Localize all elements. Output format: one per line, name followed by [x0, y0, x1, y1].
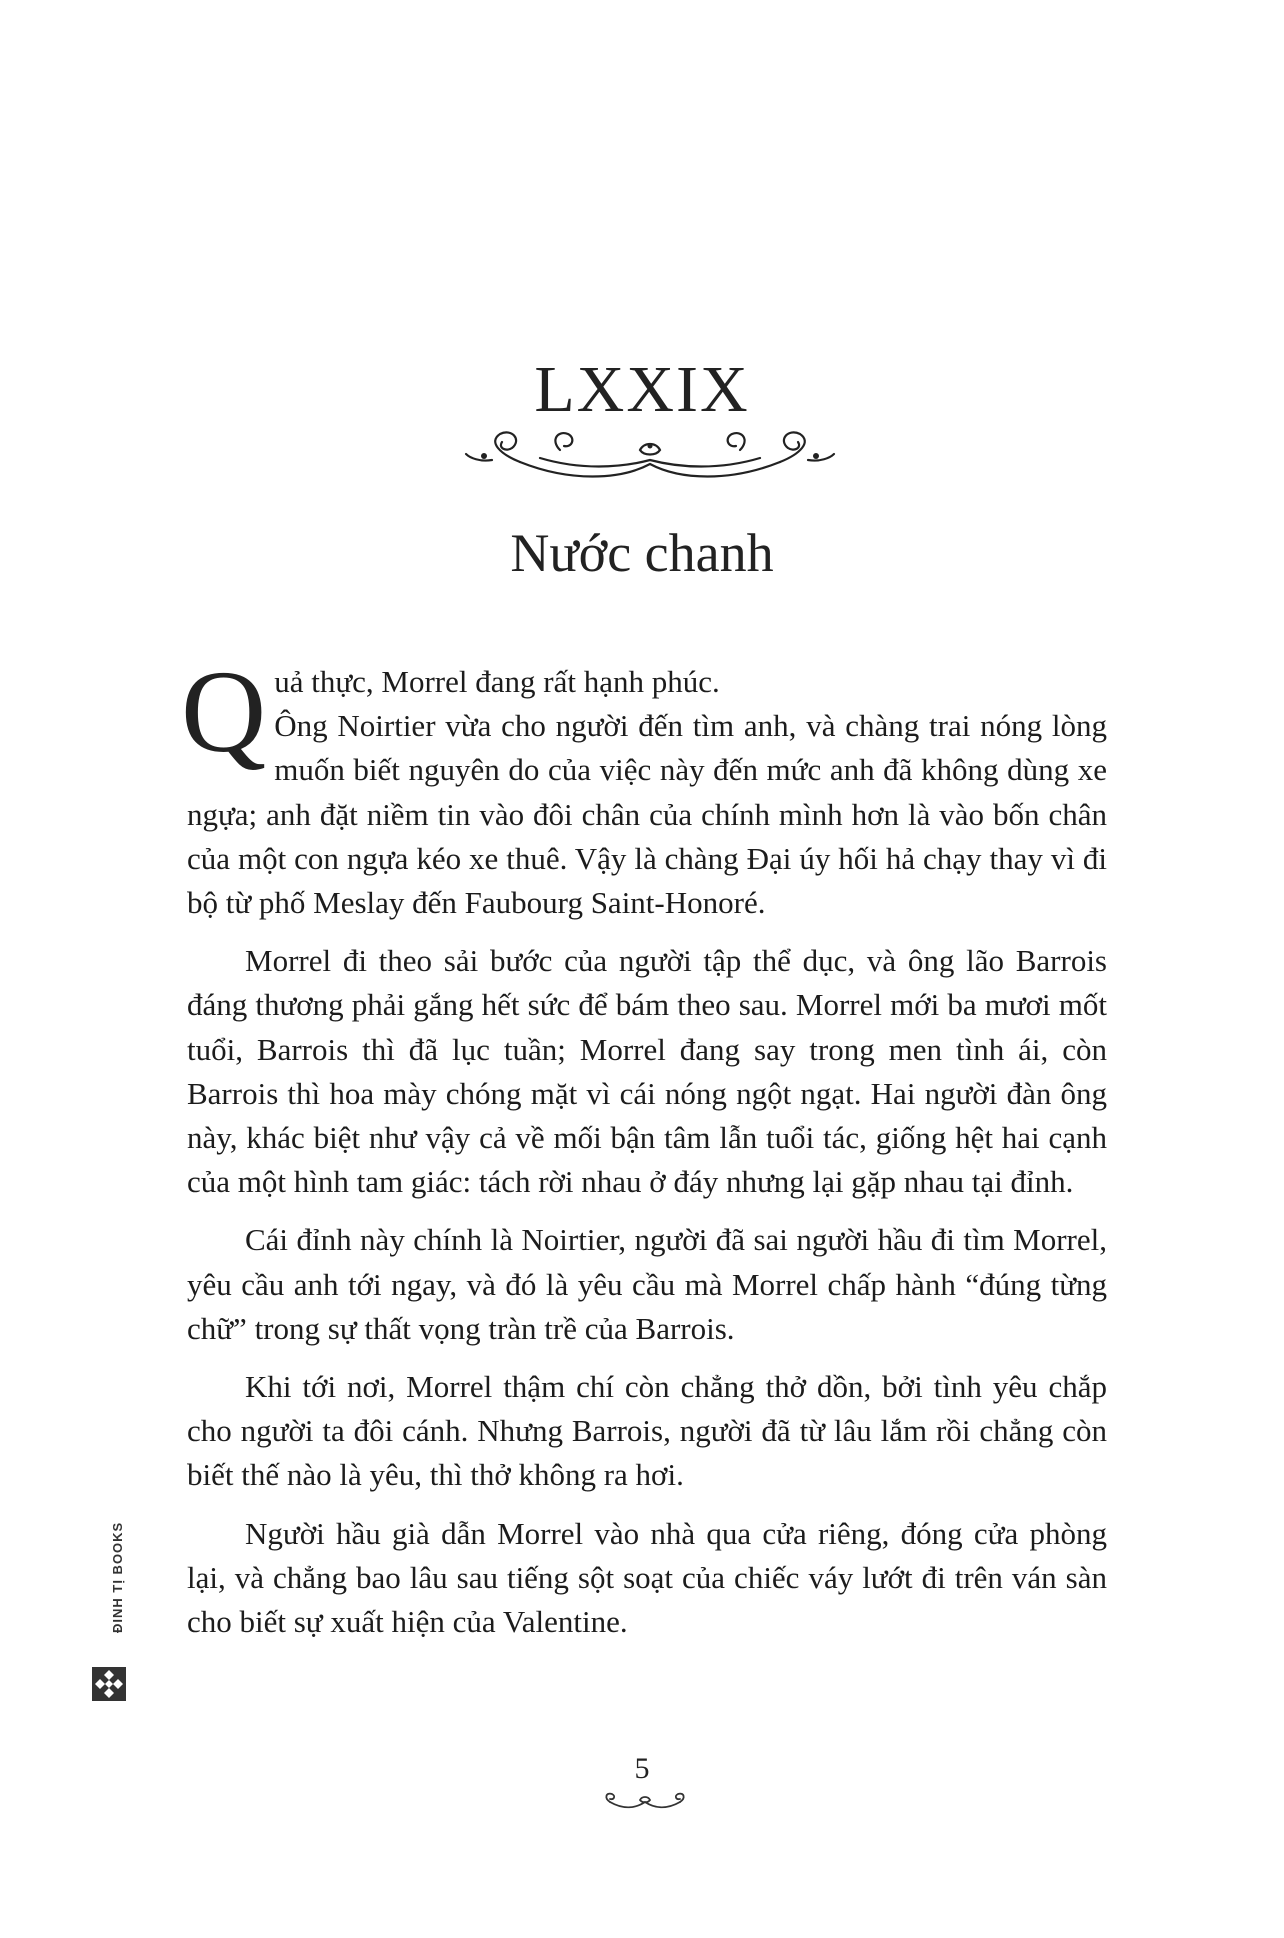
paragraph-4: Khi tới nơi, Morrel thậm chí còn chẳng thở dồn, bởi tình yêu chắp cho người ta đôi cánh. Nhưng Barrois, người đã từ lâu lắm rồi chẳng còn biết thế nào là yêu, thì thở không ra hơi. [187, 1369, 1107, 1493]
paragraph-5: Người hầu già dẫn Morrel vào nhà qua cửa riêng, đóng cửa phòng lại, và chẳng bao lâu sau tiếng sột soạt của chiếc váy lướt đi trên ván sàn cho biết sự xuất hiện của Valentine. [187, 1515, 1107, 1640]
chapter-title: Nước chanh [510, 523, 774, 583]
paragraph-1 [181, 646, 1107, 925]
paragraph-1-first-line: uả thực, Morrel đang rất hạnh phúc. [274, 664, 720, 699]
flourish-divider-icon [460, 420, 840, 490]
page-number: 5 [634, 1752, 650, 1785]
drop-cap: Q [181, 646, 267, 777]
publisher-mark [90, 1521, 130, 1715]
page-number-flourish-icon [600, 1790, 690, 1814]
publisher-name: ĐINH TỊ BOOKS [110, 1521, 125, 1633]
diamond-lattice-logo-icon [92, 1667, 126, 1701]
paragraph-2: Morrel đi theo sải bước của người tập thể dục, và ông lão Barrois đáng thương phải gắng hết sức để bám theo sau. Morrel mới ba mươi mốt tuổi, Barrois thì đã lục tuần; Morrel đang say trong men tình ái, còn Barrois thì hoa mày chóng mặt vì cái nóng ngột ngạt. Hai người đàn ông này, khác biệt như vậy cả về mối bận tâm lẫn tuổi tác, giống hệt hai cạnh của một hình tam giác: tách rời nhau ở đáy nhưng lại gặp nhau tại đỉnh. [187, 943, 1107, 1200]
paragraph-1-rest: Ông Noirtier vừa cho người đến tìm anh, và chàng trai nóng lòng muốn biết nguyên do của việc này đến mức anh đã không dùng xe ngựa; anh đặt niềm tin vào đôi chân của chính mình hơn là vào bốn chân của một con ngựa kéo xe thuê. Vậy là chàng Đại úy hối hả chạy thay vì đi bộ từ phố Meslay đến Faubourg Saint-Honoré. [187, 708, 1107, 921]
chapter-number: LXXIX [534, 353, 750, 426]
chapter-body [181, 646, 1107, 1658]
paragraph-3: Cái đỉnh này chính là Noirtier, người đã sai người hầu đi tìm Morrel, yêu cầu anh tới ngay, và đó là yêu cầu mà Morrel chấp hành “đúng từng chữ” trong sự thất vọng tràn trề của Barrois. [187, 1222, 1107, 1346]
